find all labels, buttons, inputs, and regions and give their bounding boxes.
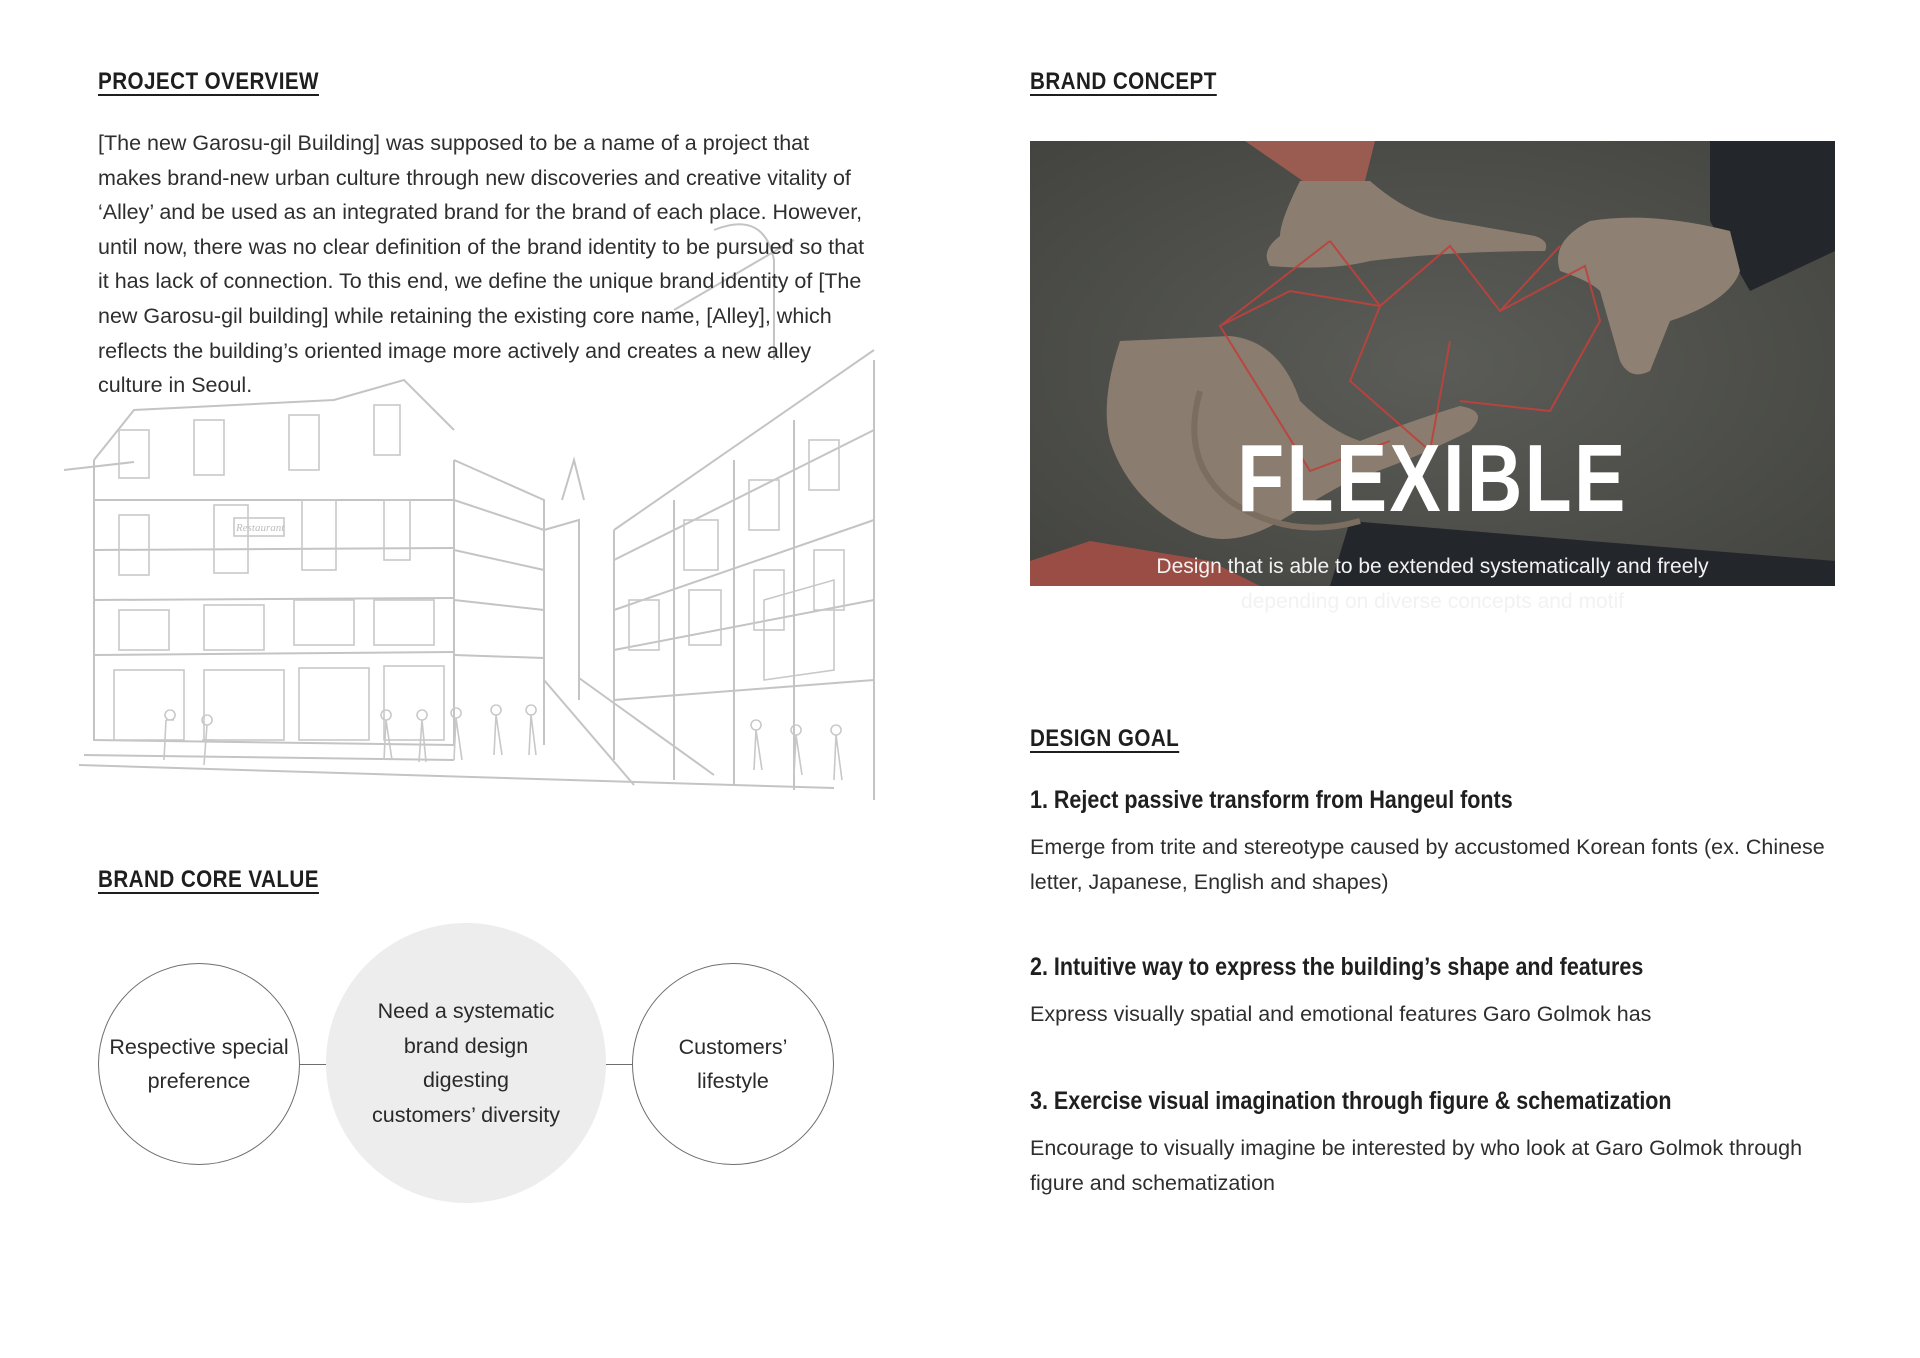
goal-1-description: Emerge from trite and stereotype caused by accustomed Korean fonts (ex. Chinese letter, Japanese, English and shapes)	[1030, 835, 1825, 894]
core-value-center-line1: Need a systematic	[377, 999, 555, 1023]
core-value-left-circle	[98, 963, 300, 1165]
design-goal-title: DESIGN GOAL	[1030, 725, 1180, 752]
core-value-left-line1: Respective special	[109, 1034, 289, 1059]
core-value-left-line2: preference	[147, 1069, 251, 1093]
connector-left	[300, 1064, 328, 1065]
core-value-center-line4: customers’ diversity	[372, 1102, 560, 1127]
project-overview-title: PROJECT OVERVIEW	[98, 68, 319, 95]
brand-concept-title: BRAND CONCEPT	[1030, 68, 1217, 95]
concept-description	[1030, 549, 1835, 619]
goal-3-title: 3. Exercise visual imagination through figure & schematization	[1030, 1087, 1672, 1115]
core-value-right-line1: Customers’	[678, 1034, 788, 1059]
concept-description-line2: depending on diverse concepts and motif	[1241, 590, 1624, 613]
core-value-center-line3: digesting	[422, 1068, 510, 1092]
project-overview-body: [The new Garosu-gil Building] was supposed to be a name of a project that makes brand-new urban culture through new discoveries and creative vitality of ‘Alley’ and be used as an integrated brand for the brand of each place. However, until now, there was no clear definition of the brand identity to be pursued so that it has lack of connection. To this end, we define the unique brand identity of [The new Garosu-gil building] while retaining the existing core name, [Alley], which reflects the building’s oriented image more actively and creates a new alley culture in Seoul.	[98, 131, 865, 398]
goal-2-title: 2. Intuitive way to express the building’s shape and features	[1030, 953, 1644, 981]
brand-core-value-title: BRAND CORE VALUE	[98, 866, 319, 893]
core-value-center-line2: brand design	[403, 1033, 529, 1058]
core-value-right-circle	[632, 963, 834, 1165]
goal-2-description: Express visually spatial and emotional features Garo Golmok has	[1030, 1002, 1652, 1026]
connector-right	[604, 1064, 634, 1065]
core-value-center-circle	[326, 923, 606, 1203]
concept-description-line1: Design that is able to be extended systematically and freely	[1156, 555, 1709, 578]
goal-3-description: Encourage to visually imagine be interested by who look at Garo Golmok through figure and schematization	[1030, 1136, 1803, 1195]
sketch-sign-text: Restaurant	[236, 522, 285, 534]
core-value-right-line2: lifestyle	[697, 1069, 769, 1093]
concept-word: FLEXIBLE	[1237, 425, 1628, 532]
brand-concept-image	[1030, 141, 1835, 613]
goal-1-title: 1. Reject passive transform from Hangeul fonts	[1030, 786, 1513, 814]
